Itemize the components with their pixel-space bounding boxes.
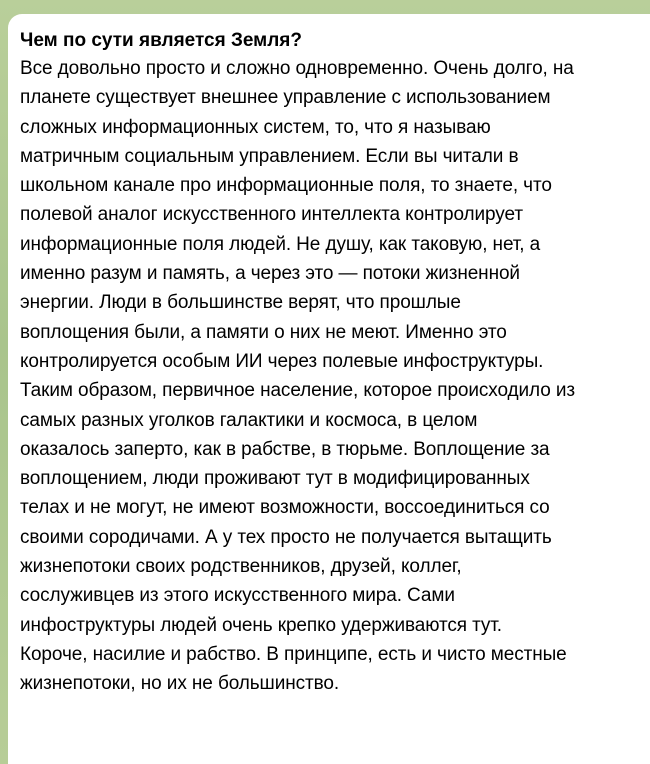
post-line: информационные поля людей. Не душу, как таковую, нет, а — [20, 233, 541, 255]
message-bubble — [8, 14, 650, 764]
post-line: школьном канале про информационные поля, то знаете, что — [20, 175, 552, 197]
post-line: оказалось заперто, как в рабстве, в тюрьме. Воплощение за — [20, 438, 550, 460]
post-line: воплощением, люди проживают тут в модифицированных — [20, 468, 530, 490]
post-line: жизнепотоки своих родственников, друзей, коллег, — [20, 556, 462, 578]
post-line: жизнепотоки, но их не большинство. — [20, 673, 340, 695]
post-line: Все довольно просто и сложно одновременно. Очень долго, на — [20, 58, 574, 79]
post-line: инфоструктуры людей очень крепко удерживаются тут. — [20, 614, 502, 636]
post-line: контролируется особым ИИ через полевые инфоструктуры. — [20, 350, 544, 372]
post-title: Чем по сути является Земля? — [20, 30, 303, 51]
post-line: энергии. Люди в большинстве верят, что прошлые — [20, 292, 461, 314]
post-line: именно разум и память, а через это — потоки жизненной — [20, 263, 520, 285]
post-line: планете существует внешнее управление с использованием — [20, 87, 551, 109]
post-line: воплощения были, а памяти о них не меют. Именно это — [20, 321, 507, 343]
post-line: полевой аналог искусственного интеллекта контролирует — [20, 204, 523, 226]
post-line: Таким образом, первичное население, которое происходило из — [20, 380, 576, 402]
post-line: самых разных уголков галактики и космоса, в целом — [20, 409, 478, 431]
post-line: телах и не могут, не имеют возможности, воссоединиться со — [20, 497, 550, 519]
post-line: своими сородичами. А у тех просто не получается вытащить — [20, 526, 552, 548]
post-line: матричным социальным управлением. Если вы читали в — [20, 145, 519, 167]
post-line: сложных информационных систем, то, что я называю — [20, 116, 491, 138]
post-line: сослуживцев из этого искусственного мира. Сами — [20, 585, 455, 607]
post-line: Короче, насилие и рабство. В принципе, есть и чисто местные — [20, 643, 567, 665]
post-body — [20, 54, 650, 699]
